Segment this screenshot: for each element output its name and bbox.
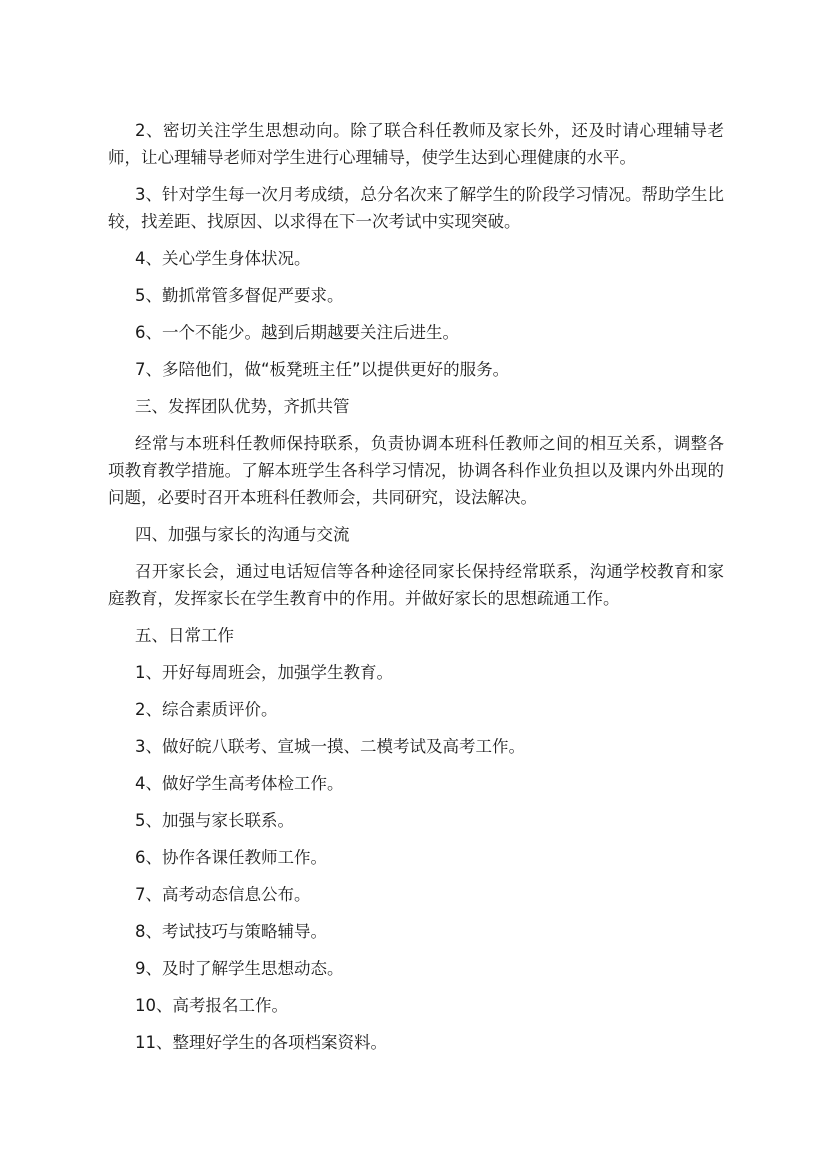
paragraph: 2、密切关注学生思想动向。除了联合科任教师及家长外，还及时请心理辅导老师，让心理辅导老师对学生进行心理辅导，使学生达到心理健康的水平。: [108, 121, 724, 167]
paragraph: 2、综合素质评价。: [135, 700, 278, 719]
paragraph: 四、加强与家长的沟通与交流: [135, 525, 350, 544]
paragraph: 7、多陪他们，做“板凳班主任”以提供更好的服务。: [135, 360, 510, 379]
paragraph: 1、开好每周班会，加强学生教育。: [135, 663, 393, 682]
paragraph: 7、高考动态信息公布。: [135, 885, 311, 904]
paragraph: 8、考试技巧与策略辅导。: [135, 922, 327, 941]
paragraph: 5、加强与家长联系。: [135, 811, 294, 830]
paragraph: 召开家长会，通过电话短信等各种途径同家长保持经常联系，沟通学校教育和家庭教育，发挥家长在学生教育中的作用。并做好家长的思想疏通工作。: [108, 562, 724, 608]
paragraph: 4、做好学生高考体检工作。: [135, 774, 344, 793]
paragraph: 10、高考报名工作。: [135, 996, 288, 1015]
paragraph: 11、整理好学生的各项档案资料。: [135, 1033, 387, 1052]
paragraph: 4、关心学生身体状况。: [135, 249, 311, 268]
paragraph: 3、针对学生每一次月考成绩，总分名次来了解学生的阶段学习情况。帮助学生比较，找差距、找原因、以求得在下一次考试中实现突破。: [108, 185, 724, 231]
paragraph: 6、一个不能少。越到后期越要关注后进生。: [135, 323, 459, 342]
paragraph: 经常与本班科任教师保持联系，负责协调本班科任教师之间的相互关系，调整各项教育教学措施。了解本班学生各科学习情况，协调各科作业负担以及课内外出现的问题，必要时召开本班科任教师会，共同研究，设法解决。: [108, 434, 724, 507]
paragraph: 3、做好皖八联考、宣城一摸、二模考试及高考工作。: [135, 737, 525, 756]
paragraph: 6、协作各课任教师工作。: [135, 848, 327, 867]
paragraph: 五、日常工作: [135, 626, 234, 645]
paragraph: 9、及时了解学生思想动态。: [135, 959, 344, 978]
paragraph: 三、发挥团队优势，齐抓共管: [135, 397, 350, 416]
paragraph: 5、勤抓常管多督促严要求。: [135, 286, 344, 305]
document-body: [108, 117, 724, 1066]
